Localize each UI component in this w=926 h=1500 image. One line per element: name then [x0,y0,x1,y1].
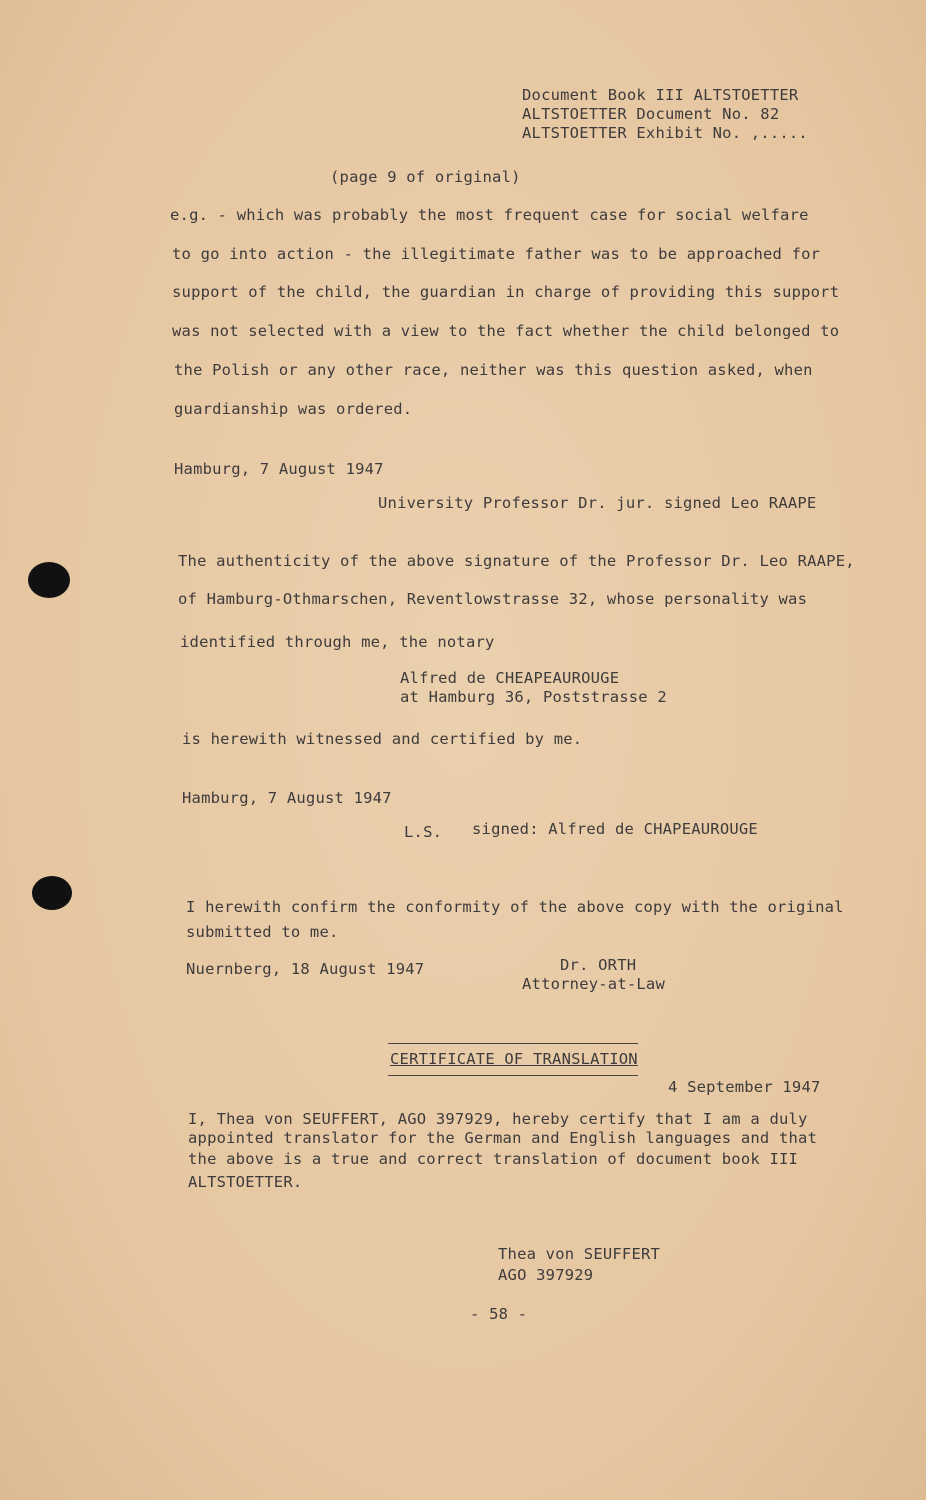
paragraph1-line-4: was not selected with a view to the fact whether the child belonged to [172,322,840,340]
header-line-3: ALTSTOETTER Exhibit No. ,..... [522,124,808,142]
punch-hole-bottom [32,876,72,910]
nuernberg-date: Nuernberg, 18 August 1947 [186,960,425,978]
translator-name: Thea von SEUFFERT [498,1245,661,1263]
page-number: - 58 - [470,1305,528,1323]
conformity-line-2: submitted to me. [186,923,339,941]
header-line-2: ALTSTOETTER Document No. 82 [522,105,780,123]
authenticity-line-1: The authenticity of the above signature of the Professor Dr. Leo RAAPE, [178,552,855,570]
certificate-line-1: I, Thea von SEUFFERT, AGO 397929, hereby certify that I am a duly [188,1110,808,1128]
authenticity-line-3: identified through me, the notary [180,633,495,651]
punch-hole-top [28,562,70,598]
paragraph1-line-3: support of the child, the guardian in charge of providing this support [172,283,840,301]
notary-signature: signed: Alfred de CHAPEAUROUGE [472,820,758,838]
authenticity-line-2: of Hamburg-Othmarschen, Reventlowstrasse 32, whose personality was [178,590,808,608]
hamburg-date-2: Hamburg, 7 August 1947 [182,789,392,807]
paragraph1-line-5: the Polish or any other race, neither was this question asked, when [174,361,813,379]
certificate-line-3: the above is a true and correct translation of document book III [188,1150,799,1168]
notary-name: Alfred de CHEAPEAUROUGE [400,669,620,687]
paragraph1-line-2: to go into action - the illegitimate father was to be approached for [172,245,821,263]
paragraph1-line-1: e.g. - which was probably the most frequent case for social welfare [170,206,809,224]
notary-address: at Hamburg 36, Poststrasse 2 [400,688,667,706]
certificate-title: CERTIFICATE OF TRANSLATION [390,1050,638,1068]
hamburg-date-1: Hamburg, 7 August 1947 [174,460,384,478]
translator-id: AGO 397929 [498,1266,594,1284]
witnessed-line: is herewith witnessed and certified by me. [182,730,583,748]
page-reference: (page 9 of original) [330,168,521,186]
professor-signature: University Professor Dr. jur. signed Leo RAAPE [378,494,817,512]
certificate-date: 4 September 1947 [668,1078,821,1096]
header-line-1: Document Book III ALTSTOETTER [522,86,799,104]
certificate-rule-top [388,1043,638,1044]
paragraph1-line-6: guardianship was ordered. [174,400,413,418]
attorney-title: Attorney-at-Law [522,975,665,993]
certificate-rule-bottom [388,1075,638,1076]
seal-ls: L.S. [404,823,443,841]
certificate-line-2: appointed translator for the German and English languages and that [188,1129,818,1147]
conformity-line-1: I herewith confirm the conformity of the above copy with the original [186,898,844,916]
certificate-line-4: ALTSTOETTER. [188,1173,303,1191]
attorney-name: Dr. ORTH [560,956,637,974]
